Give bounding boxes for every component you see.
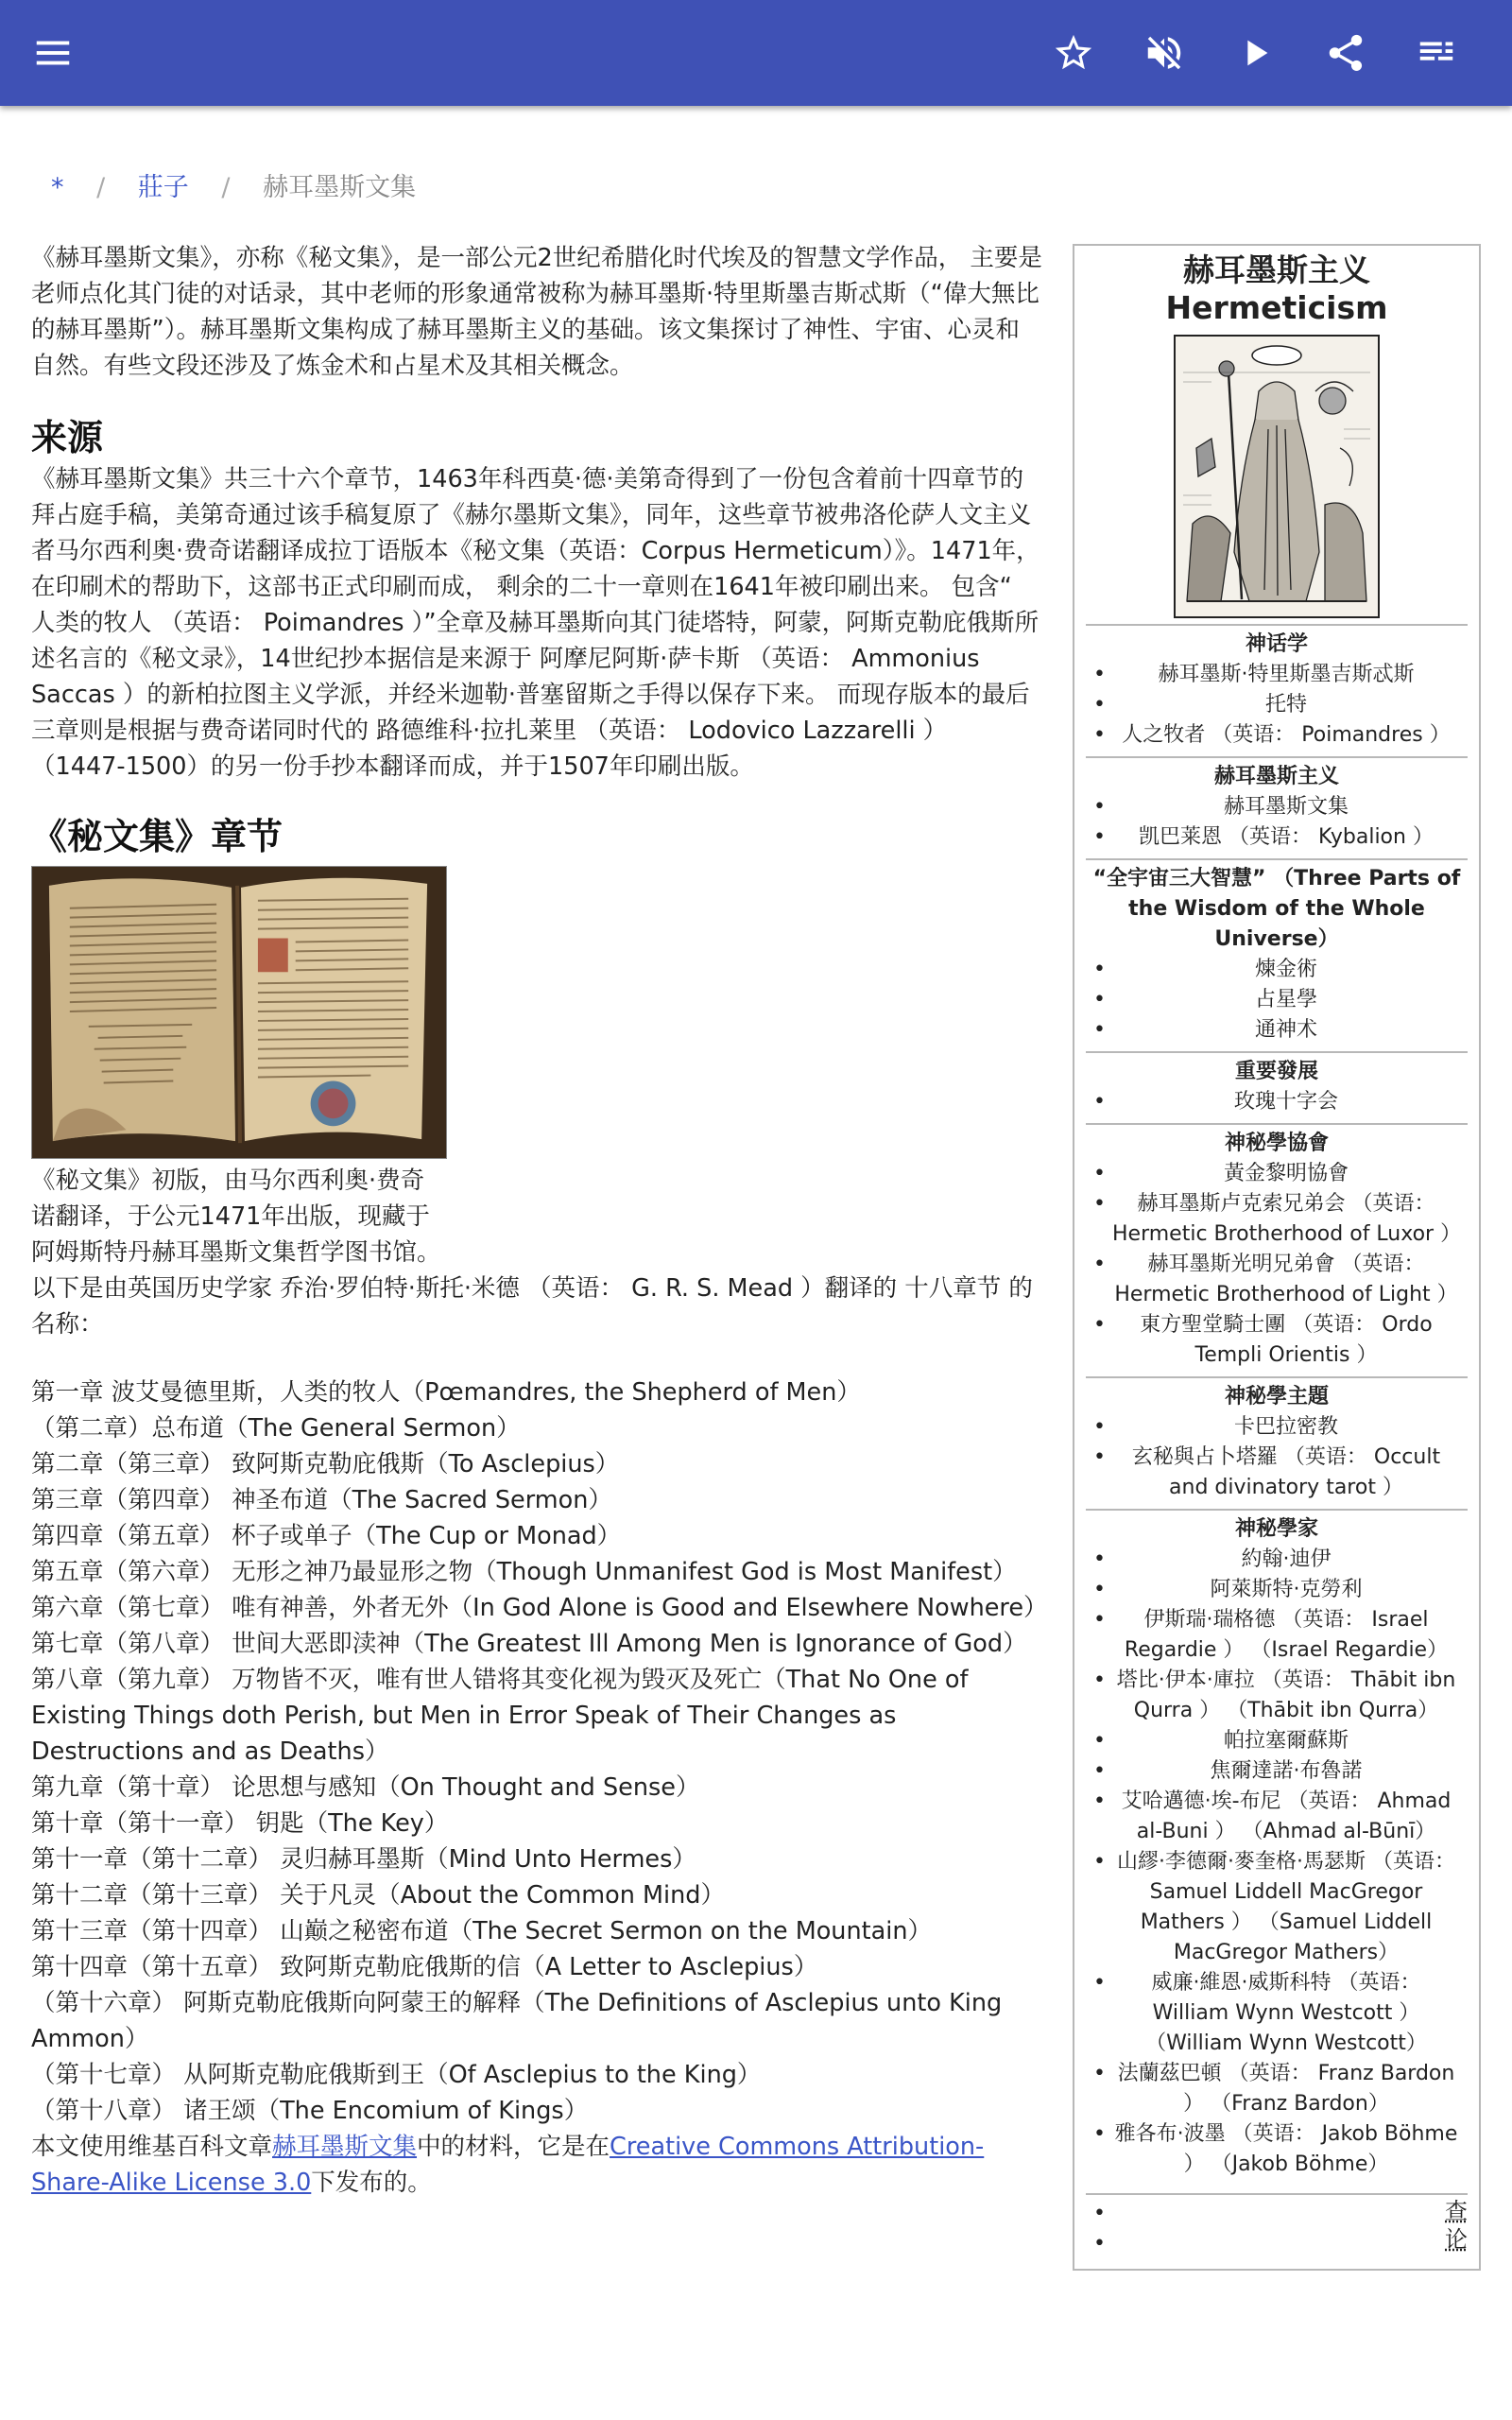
navbox-link[interactable]: • 赫耳墨斯文集 [1086, 792, 1468, 822]
chapter-item: （第十八章） 诸王颂（The Encomium of Kings） [31, 2097, 589, 2125]
chapter-list [31, 1374, 1048, 2129]
navbox-link[interactable]: • 通神术 [1086, 1015, 1468, 1046]
navbox-link[interactable]: • 占星學 [1086, 985, 1468, 1015]
navbox-footer-bullet [1086, 2199, 1468, 2229]
navbox-link[interactable]: • 赫耳墨斯·特里斯墨吉斯忒斯 [1086, 660, 1468, 690]
navbox-link[interactable]: • 約翰·迪伊 [1086, 1545, 1468, 1575]
hermes-trismegistus-engraving[interactable] [1174, 335, 1380, 618]
share-button[interactable] [1315, 23, 1376, 83]
play-button[interactable] [1225, 23, 1285, 83]
breadcrumb-separator: / [96, 173, 106, 202]
favorite-button[interactable] [1043, 23, 1104, 83]
license-suffix: 下发布的。 [311, 2169, 432, 2197]
contents-button[interactable] [1406, 23, 1467, 83]
image-caption: 《秘文集》初版，由马尔西利奥·费奇诺翻译，于公元1471年出版，现藏于阿姆斯特丹赫耳墨斯文集哲学图书馆。 [31, 1167, 441, 1267]
chapter-item: 第五章（第六章） 无形之神乃最显形之物（Though Unmanifest God is Most Manifest） [31, 1558, 1017, 1586]
play-icon [1233, 31, 1277, 75]
breadcrumb [51, 166, 416, 203]
navbox-link[interactable]: • 玫瑰十字会 [1086, 1087, 1468, 1117]
license-prefix: 本文使用维基百科文章 [31, 2133, 273, 2161]
chapter-item: 第四章（第五章） 杯子或单子（The Cup or Monad） [31, 1522, 622, 1550]
chapter-item: 第三章（第四章） 神圣布道（The Sacred Sermon） [31, 1486, 612, 1514]
navbox-section-topics [1086, 1376, 1468, 1509]
navbox-link[interactable]: • 艾哈邁德·埃-布尼 （英语： Ahmad al-Buni ） （Ahmad al-Būnī） [1086, 1787, 1468, 1847]
section-heading: 赫耳墨斯主义 [1213, 765, 1339, 788]
navbox-section-societies [1086, 1123, 1468, 1376]
navbox-link[interactable]: • 雅各布·波墨 （英语： Jakob Böhme ） （Jakob Böhme） [1086, 2119, 1468, 2180]
navbox-link[interactable]: • 東方聖堂騎士團 （英语： Ordo Templi Orientis ） [1086, 1310, 1468, 1371]
navbox-section-mythology [1086, 624, 1468, 756]
article-body [31, 240, 1048, 2201]
navbox-footer-links [1445, 2197, 1468, 2254]
star-outline-icon [1052, 31, 1095, 75]
source-paragraph: 《赫耳墨斯文集》共三十六个章节，1463年科西莫·德·美第奇得到了一份包含着前十四章节的拜占庭手稿，美第奇通过该手稿复原了《赫尔墨斯文集》，同年，这些章节被弗洛伦萨人文主义者马尔西利奥·费奇诺翻译成拉丁语版本《秘文集（英语：Corpus Hermeticum）》。1471年，在印刷术的帮助下，这部书正式印刷而成， 剩余的二十一章则在1641年被印刷出来。 包含“ 人类的牧人 （英语： Poimandres ）”全章及赫耳墨斯向其门徒塔特，阿蒙，阿斯克勒庇俄斯所述名言的《秘文录》，14世纪抄本据信是来源于 阿摩尼阿斯·萨卡斯 （英语： Ammonius Saccas ）的新柏拉图主义学派，并经米迦勒·普塞留斯之手得以保存下来。 而现存版本的最后三章则是根据与费奇诺同时代的 路德维科·拉扎莱里 （英语： Lodovico Lazzarelli ） （1447-1500）的另一份手抄本翻译而成，并于1507年印刷出版。 [31, 465, 1040, 781]
section-heading: 神话学 [1245, 632, 1308, 656]
breadcrumb-separator: / [221, 173, 231, 202]
chapter-item: 第九章（第十章） 论思想与感知（On Thought and Sense） [31, 1773, 700, 1802]
intro-paragraph: 《赫耳墨斯文集》，亦称《秘文集》，是一部公元2世纪希腊化时代埃及的智慧文学作品， 主要是老师点化其门徒的对话录，其中老师的形象通常被称为赫耳墨斯·特里斯墨吉斯忒斯（“偉大無比的赫耳墨斯”）。赫耳墨斯文集构成了赫耳墨斯主义的基础。该文集探讨了神性、宇宙、心灵和自然。有些文段还涉及了炼金术和占星术及其相关概念。 [31, 244, 1042, 380]
navbox-link[interactable]: • 煉金術 [1086, 955, 1468, 985]
navbox-link[interactable]: • 黃金黎明協會 [1086, 1159, 1468, 1189]
breadcrumb-home[interactable]: * [51, 173, 64, 202]
menu-button[interactable] [23, 23, 83, 83]
navbox-link[interactable]: • 赫耳墨斯卢克索兄弟会 （英语： Hermetic Brotherhood of Luxor ） [1086, 1189, 1468, 1250]
navbox-link[interactable]: • 帕拉塞爾蘇斯 [1086, 1726, 1468, 1756]
navbox-title-en: Hermeticism [1165, 289, 1388, 326]
chapter-item: 第二章（第三章） 致阿斯克勒庇俄斯（To Asclepius） [31, 1450, 620, 1478]
source-article-link[interactable]: 赫耳墨斯文集 [272, 2133, 418, 2161]
discuss-template-link[interactable]: 论 [1445, 2226, 1468, 2253]
share-icon [1324, 31, 1367, 75]
navbox-footer-bullet [1086, 2229, 1468, 2259]
navbox-link[interactable]: • 法蘭茲巴頓 （英语： Franz Bardon ） （Franz Bardon） [1086, 2059, 1468, 2119]
section-heading: 重要發展 [1234, 1060, 1318, 1083]
navbox-link[interactable]: • 塔比·伊本·庫拉 （英语： Thābit ibn Qurra ） （Thābit ibn Qurra） [1086, 1666, 1468, 1726]
section-heading: 神秘學主題 [1224, 1385, 1329, 1409]
source-heading: 来源 [31, 417, 104, 458]
section-heading: 神秘學家 [1234, 1517, 1318, 1541]
corpus-hermeticum-book-image[interactable] [31, 866, 447, 1159]
navbox-section-developments [1086, 1051, 1468, 1123]
navbox-link[interactable]: • 威廉·維恩·威斯科特 （英语： William Wynn Westcott ） （William Wynn Westcott） [1086, 1968, 1468, 2059]
navbox-link[interactable]: • 玄秘與占卜塔羅 （英语： Occult and divinatory tarot ） [1086, 1443, 1468, 1503]
chapter-item: 第七章（第八章） 世间大恶即渎神（The Greatest Ill Among Men is Ignorance of God） [31, 1630, 1027, 1658]
navbox-title [1074, 251, 1479, 327]
navbox-link[interactable]: • 赫耳墨斯光明兄弟會 （英语： Hermetic Brotherhood of Light ） [1086, 1250, 1468, 1310]
navbox-footer [1086, 2193, 1468, 2259]
navbox-link[interactable]: • 凯巴莱恩 （英语： Kybalion ） [1086, 822, 1468, 853]
navbox-link[interactable]: • 人之牧者 （英语： Poimandres ） [1086, 720, 1468, 751]
chapter-item: 第八章（第九章） 万物皆不灭，唯有世人错将其变化视为毁灭及死亡（That No One of Existing Things doth Perish, but Men in Error Speak of Their Changes as Destructions and as Deaths） [31, 1666, 969, 1766]
chapter-item: （第十七章） 从阿斯克勒庇俄斯到王（Of Asclepius to the King） [31, 2061, 762, 2089]
chapter-item: 第十四章（第十五章） 致阿斯克勒庇俄斯的信（A Letter to Asclepius） [31, 1953, 818, 1981]
navbox-link[interactable]: • 伊斯瑞·瑞格德 （英语： Israel Regardie ） （Israel Regardie） [1086, 1605, 1468, 1666]
license-notice [31, 2129, 1042, 2201]
navbox-section-three-parts [1086, 858, 1468, 1051]
app-bar [0, 0, 1512, 106]
view-template-link[interactable]: 查 [1445, 2198, 1468, 2224]
mute-button[interactable] [1134, 23, 1194, 83]
navbox-link[interactable]: • 阿萊斯特·克勞利 [1086, 1575, 1468, 1605]
navbox-link[interactable]: • 托特 [1086, 690, 1468, 720]
navbox-section-occultists [1086, 1509, 1468, 2186]
chapter-item: 第一章 波艾曼德里斯，人类的牧人（Pœmandres, the Shepherd of Men） [31, 1378, 861, 1407]
navbox-section-hermeticism [1086, 756, 1468, 858]
chapter-item: 第十章（第十一章） 钥匙（The Key） [31, 1809, 449, 1838]
breadcrumb-current: 赫耳墨斯文集 [263, 173, 417, 202]
chapters-intro: 以下是由英国历史学家 乔治·罗伯特·斯托·米德 （英语： G. R. S. Mead ）翻译的 十八章节 的名称： [31, 1274, 1033, 1339]
playlist-icon [1415, 31, 1458, 75]
chapter-item: 第十一章（第十二章） 灵归赫耳墨斯（Mind Unto Hermes） [31, 1845, 696, 1874]
chapter-item: （第二章）总布道（The General Sermon） [31, 1414, 521, 1443]
navbox-title-zh: 赫耳墨斯主义 [1183, 251, 1370, 288]
volume-off-icon [1143, 31, 1186, 75]
chapter-item: 第十二章（第十三章） 关于凡灵（About the Common Mind） [31, 1881, 725, 1910]
navbox-link[interactable]: • 山繆·李德爾·麥奎格·馬瑟斯 （英语： Samuel Liddell MacGregor Mathers ） （Samuel Liddell MacGregor Mathers） [1086, 1847, 1468, 1968]
breadcrumb-parent[interactable]: 莊子 [137, 173, 189, 202]
navbox-link[interactable]: • 焦爾達諾·布魯諾 [1086, 1756, 1468, 1787]
section-heading: 神秘學協會 [1224, 1132, 1329, 1155]
chapters-heading: 《秘文集》章节 [31, 816, 284, 857]
license-middle: 中的材料，它是在 [417, 2133, 610, 2161]
navbox-link[interactable]: • 卡巴拉密教 [1086, 1412, 1468, 1443]
menu-icon [31, 31, 75, 75]
chapter-item: （第十六章） 阿斯克勒庇俄斯向阿蒙王的解释（The Definitions of Asclepius unto King Ammon） [31, 1989, 1003, 2053]
hermeticism-navbox [1073, 244, 1481, 2271]
section-heading: “全宇宙三大智慧” （Three Parts of the Wisdom of the Whole Universe） [1092, 867, 1461, 951]
cc-license-link[interactable]: Creative Commons Attribution-Share-Alike License 3.0 [31, 2133, 985, 2197]
chapter-item: 第六章（第七章） 唯有神善，外者无外（In God Alone is Good and Elsewhere Nowhere） [31, 1594, 1048, 1622]
chapter-item: 第十三章（第十四章） 山巅之秘密布道（The Secret Sermon on the Mountain） [31, 1917, 932, 1945]
